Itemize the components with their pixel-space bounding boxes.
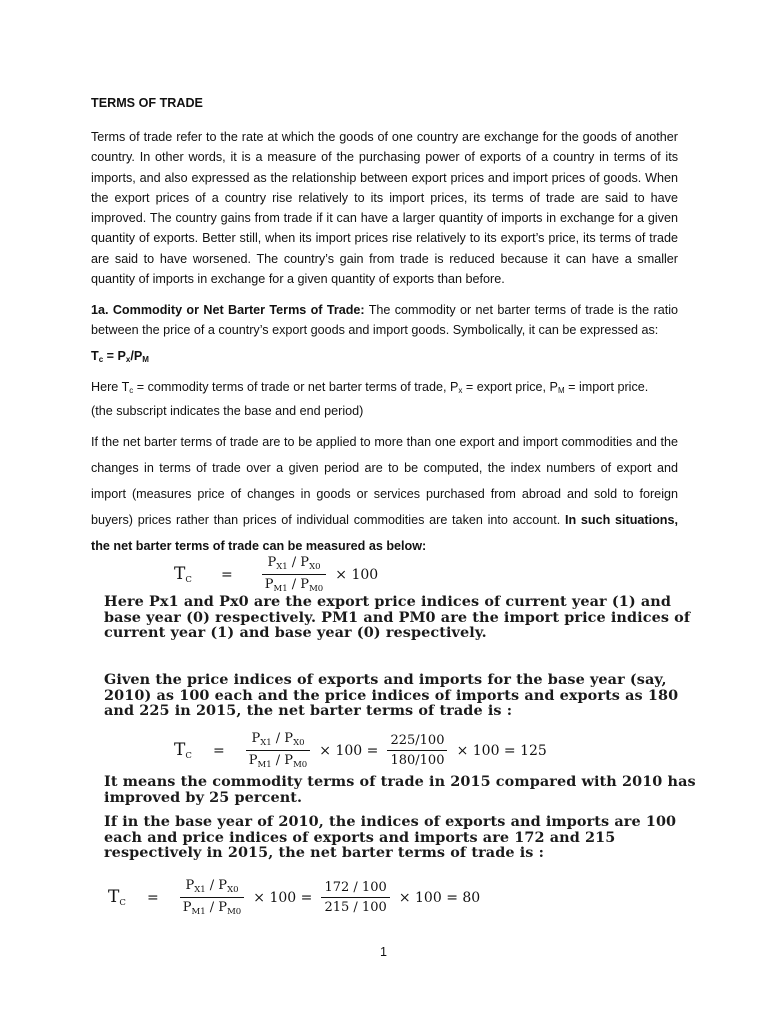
scan-explanation-indices: Here Px1 and Px0 are the export price indices of current year (1) and base year (0) respectively. PM1 and PM0 are the import price indices of current year (1) and base year (0) respectively. <box>104 593 691 641</box>
paragraph-intro: Terms of trade refer to the rate at which the goods of one country are exchange for the goods of another country. In other words, it is a measure of the purchasing power of exports of a country in terms of its imports, and also expressed as the relationship between export prices and import prices of goods. When the export prices of a country rise relatively to its import prices, its terms of trade are said to have improved. The country gains from trade if it can have a larger quantity of imports in exchange for a given quantity of exports. Better still, when its import prices rise relatively to its export’s price, its terms of trade are said to have worsened. The country’s gain from trade is reduced because it can have a smaller quantity of imports in exchange for a given quantity of exports than before. <box>91 130 678 287</box>
page-number: 1 <box>380 945 388 959</box>
formula-example-80: TC = $\frac{P_{X1} / P_{X0}}{P_{M1} / P_{M0}}$ × 100 = $\frac{172 / 100}{215 / 100}$ × 100 = 80 <box>108 878 481 917</box>
subscript-note: (the subscript indicates the base and end period) <box>91 404 364 418</box>
paragraph-commodity-body: The commodity or net barter terms of trade is the ratio between the price of a country’s export goods and import goods. Symbolically, it can be expressed as: <box>91 303 679 338</box>
paragraph-commodity-terms <box>91 300 678 341</box>
formula-general: TC = $\frac{P_{X1} / P_{X0}}{P_{M1} / P_{M0}}$ × 100 <box>174 555 379 594</box>
paragraph-definitions: Here $T_c$ = commodity terms of trade or net barter terms of trade, $P_x$ = export price, $P_M$ = import price. (the subscript indicates the base and end period) <box>91 380 649 418</box>
paragraph-index-numbers: If the net barter terms of trade are to be applied to more than one export and import commodities and the changes in terms of trade over a given period are to be computed, the index numbers of export and import (measures price of changes in goods or services purchased from abroad and sold to foreign buyers) prices rather than prices of individual commodities are taken into account. In such situations, the net barter terms of trade can be measured as below: <box>91 435 679 553</box>
section-heading-1a: 1a. Commodity or Net Barter Terms of Trade: <box>91 303 365 317</box>
tc-formula-line: $T_c = P_x/P_M$ <box>91 349 149 364</box>
scan-improved-25-percent: It means the commodity terms of trade in 2015 compared with 2010 has improved by 25 percent. <box>104 773 696 806</box>
scan-example-2015: Given the price indices of exports and imports for the base year (say, 2010) as 100 each and the price indices of imports and exports as 180 and 225 in 2015, the net barter terms of trade is : <box>104 671 679 719</box>
page-heading: TERMS OF TRADE <box>91 96 203 110</box>
scan-example-2010: If in the base year of 2010, the indices of exports and imports are 100 each and price indices of exports and imports are 172 and 215 respectively in 2015, the net barter terms of trade is : <box>104 813 677 861</box>
formula-example-125: TC = $\frac{P_{X1} / P_{X0}}{P_{M1} / P_{M0}}$ × 100 = $\frac{225/100}{180/100}$ × 100 = 125 <box>174 731 547 770</box>
paragraph-index-bold: In such situations, the net barter terms of trade can be measured as below: <box>91 513 679 553</box>
